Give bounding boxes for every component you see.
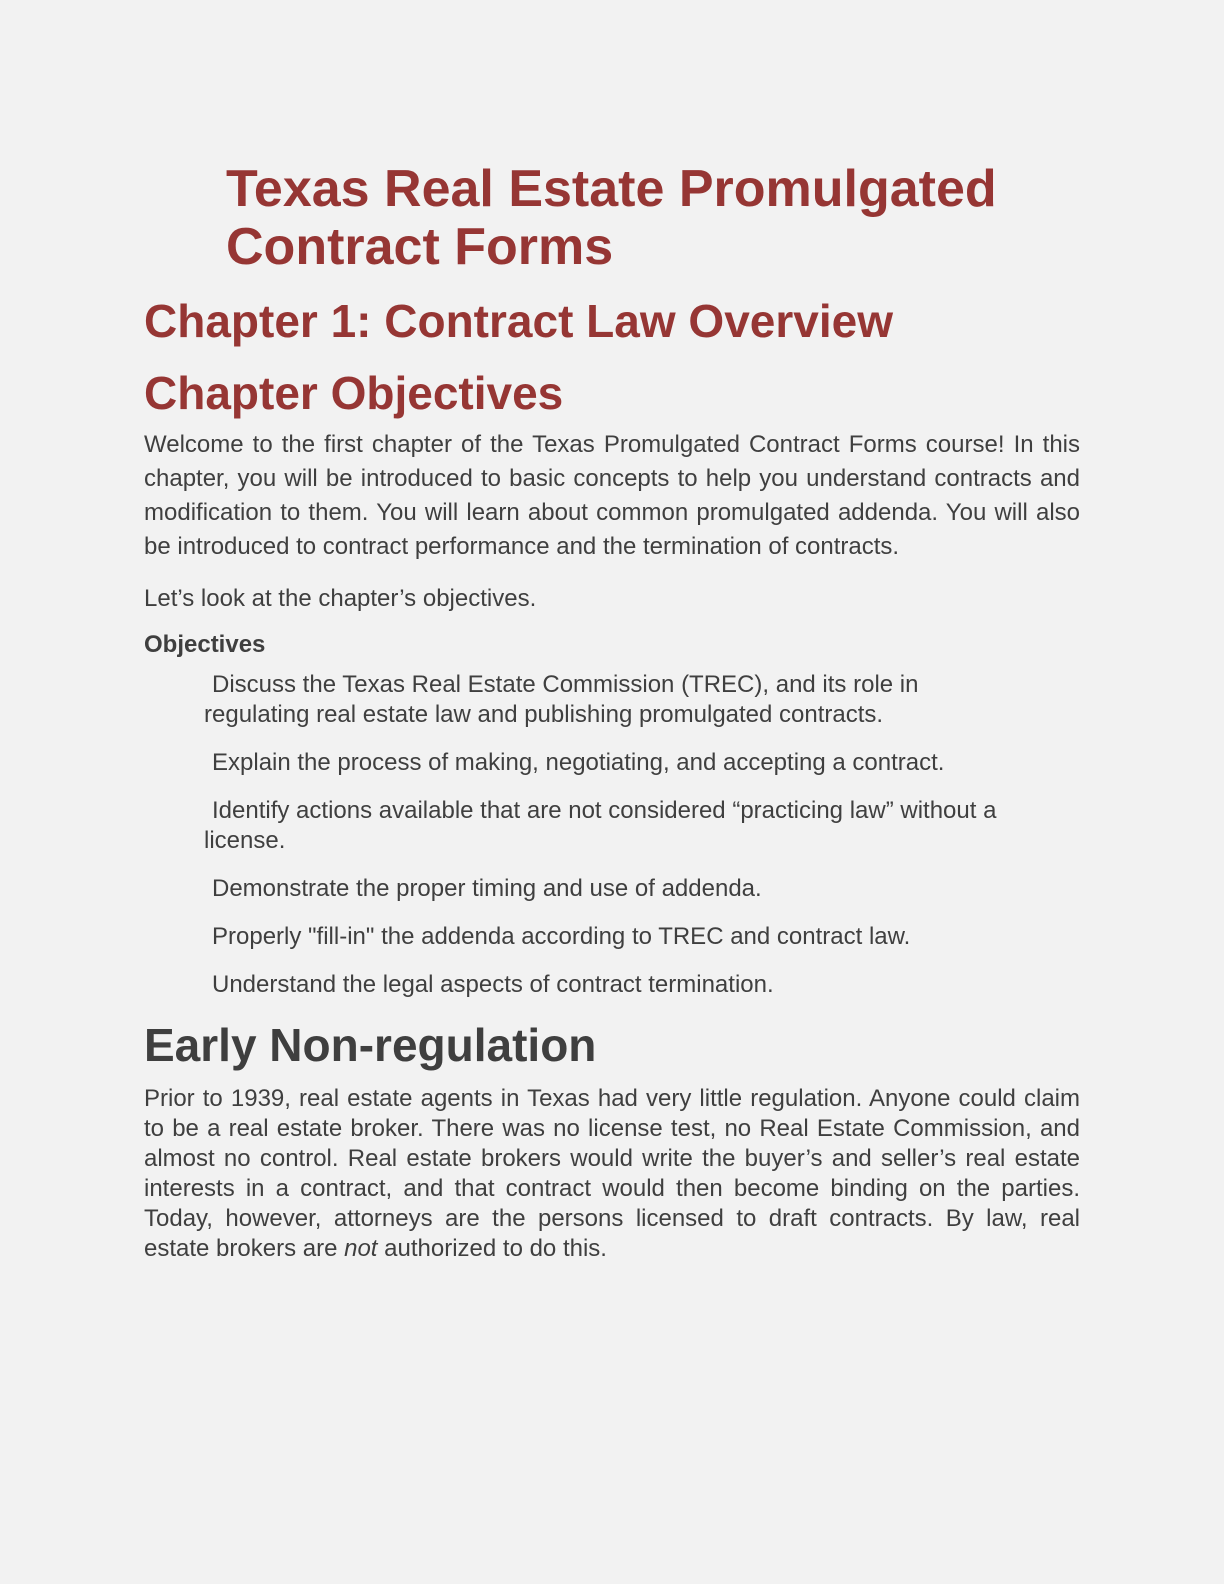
- objective-item: Properly "fill-in" the addenda according to TREC and contract law.: [212, 923, 911, 950]
- objectives-heading: Objectives: [144, 631, 266, 658]
- early-paragraph-emphasis: not: [344, 1235, 378, 1262]
- document-title-line-1: Texas Real Estate Promulgated: [226, 160, 997, 218]
- objectives-list: [204, 670, 1024, 1000]
- document-title-line-2: Contract Forms: [226, 218, 614, 276]
- intro-paragraph: Welcome to the first chapter of the Texas Promulgated Contract Forms course! In this chapter, you will be introduced to basic concepts to help you understand contracts and modification to them. You will learn about common promulgated addenda. You will also be introduced to contract performance and the termination of contracts.: [144, 431, 1080, 560]
- objective-item: Discuss the Texas Real Estate Commission (TREC), and its role in regulating real estate law and publishing promulgated contracts.: [204, 671, 919, 728]
- objective-item: Understand the legal aspects of contract termination.: [212, 971, 774, 998]
- document-title: [226, 160, 1080, 276]
- document-page: [144, 160, 1080, 1264]
- early-paragraph-text: Prior to 1939, real estate agents in Texas had very little regulation. Anyone could claim to be a real estate broker. There was no license test, no Real Estate Commission, and almost no control. Real estate brokers would write the buyer’s and seller’s real estate interests in a contract, and that contract would then become binding on the parties. Today, however, attorneys are the persons licensed to draft contracts. By law, real estate brokers are: [144, 1085, 1080, 1262]
- chapter-objectives-title: Chapter Objectives: [144, 367, 564, 419]
- look-paragraph: Let’s look at the chapter’s objectives.: [144, 585, 537, 612]
- objective-item: Demonstrate the proper timing and use of addenda.: [212, 875, 762, 902]
- early-non-regulation-title: Early Non-regulation: [144, 1019, 597, 1071]
- objective-item: Explain the process of making, negotiating, and accepting a contract.: [212, 749, 945, 776]
- early-non-regulation-paragraph: [144, 1084, 1080, 1264]
- chapter-title: Chapter 1: Contract Law Overview: [144, 295, 893, 347]
- objective-item: Identify actions available that are not considered “practicing law” without a license.: [204, 797, 997, 854]
- early-paragraph-ending: authorized to do this.: [377, 1235, 607, 1262]
